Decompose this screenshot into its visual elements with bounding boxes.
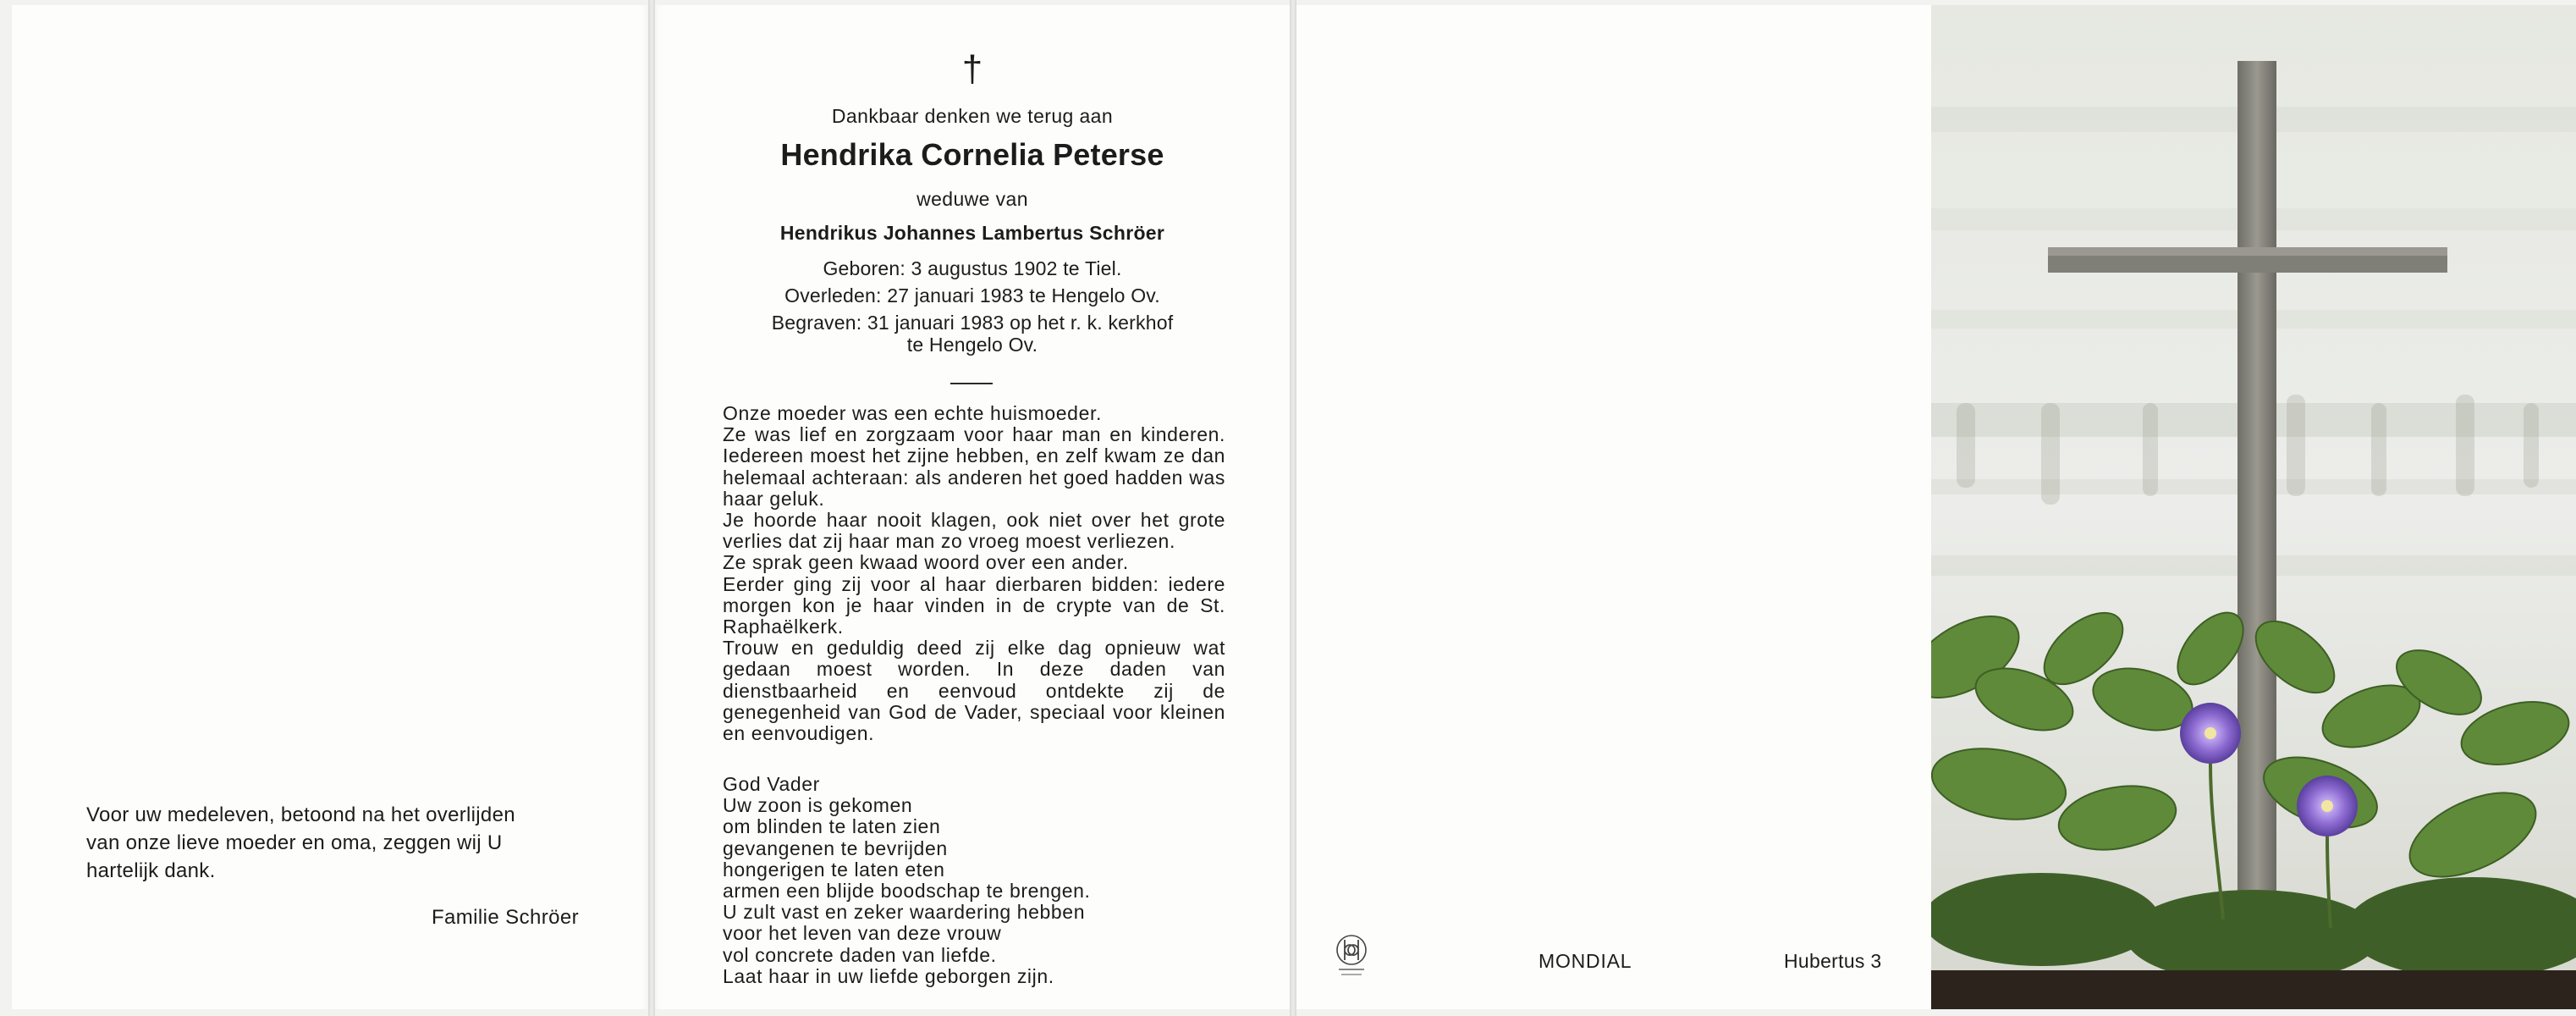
husband-name: Hendrikus Johannes Lambertus Schröer xyxy=(779,222,1165,244)
prayer-line: vol concrete daden van liefde. xyxy=(723,943,997,966)
prayer-line: armen een blijde boodschap te brengen. xyxy=(723,880,1091,903)
deceased-name: Hendrika Cornelia Peterse xyxy=(780,137,1164,172)
publisher-logo-icon xyxy=(1332,931,1371,983)
prayer-line: God Vader xyxy=(723,773,820,795)
death-info: Overleden: 27 januari 1983 te Hengelo Ov. xyxy=(784,284,1160,306)
inner-left-panel xyxy=(12,5,648,1009)
prayer-line: gevangenen te bevrijden xyxy=(723,837,948,859)
prayer-line: voor het leven van deze vrouw xyxy=(723,922,1002,945)
tribute-paragraph: Eerder ging zij voor al haar dierbaren bidden: iedere morgen kon je haar vinden in de crypte van de St. Raphaëlkerk. xyxy=(723,572,1225,638)
burial-line: Begraven: 31 januari 1983 op het r. k. kerkhof xyxy=(771,312,1174,334)
thanks-message xyxy=(86,801,594,885)
cross-and-violets-photo xyxy=(1931,5,2576,1009)
memorial-text-panel xyxy=(655,5,1290,1009)
thanks-line: van onze lieve moeder en oma, zeggen wij U xyxy=(86,831,503,854)
birth-info: Geboren: 3 augustus 1902 te Tiel. xyxy=(823,257,1122,279)
family-signature: Familie Schröer xyxy=(431,906,579,929)
tribute-paragraph: Onze moeder was een echte huismoeder. xyxy=(723,402,1102,424)
divider xyxy=(950,383,993,384)
prayer-line: hongerigen te laten eten xyxy=(723,858,945,881)
tribute-paragraph: Ze sprak geen kwaad woord over een ander. xyxy=(723,551,1129,574)
tribute-paragraph: Trouw en geduldig deed zij elke dag opnieuw wat gedaan moest worden. In deze daden van dienstbaarheid en eenvoud ontdekte zij de genegenheid van God de Vader, speciaal voor kleinen en eenvoudigen. xyxy=(723,637,1225,745)
cross-symbol: † xyxy=(961,48,983,90)
burial-line: te Hengelo Ov. xyxy=(906,334,1038,356)
card-model: Hubertus 3 xyxy=(1784,950,1882,972)
intro-text: Dankbaar denken we terug aan xyxy=(831,105,1114,127)
fold-line xyxy=(1290,0,1296,1016)
prayer-line: Laat haar in uw liefde geborgen zijn. xyxy=(723,964,1054,987)
thanks-line: hartelijk dank. xyxy=(86,859,216,882)
thanks-line: Voor uw medeleven, betoond na het overlijden xyxy=(86,803,515,826)
prayer xyxy=(723,774,1091,987)
fold-line xyxy=(648,0,655,1016)
back-panel xyxy=(1296,5,1931,1009)
prayer-line: U zult vast en zeker waardering hebben xyxy=(723,901,1086,924)
printer-name: MONDIAL xyxy=(1538,950,1632,972)
burial-info xyxy=(655,312,1290,356)
tribute-paragraph: Je hoorde haar nooit klagen, ook niet over het grote verlies dat zij haar man zo vroeg moest verliezen. xyxy=(723,509,1225,553)
prayer-line: om blinden te laten zien xyxy=(723,815,941,838)
cover-photo xyxy=(1931,5,2576,1009)
tribute-text xyxy=(723,403,1225,744)
tribute-paragraph: Ze was lief en zorgzaam voor haar man en kinderen. Iedereen moest het zijne hebben, en zelf kwam ze dan helemaal achteraan: als anderen het goed hadden was haar geluk. xyxy=(723,423,1225,510)
widow-of-label: weduwe van xyxy=(916,188,1028,210)
prayer-line: Uw zoon is gekomen xyxy=(723,794,913,817)
